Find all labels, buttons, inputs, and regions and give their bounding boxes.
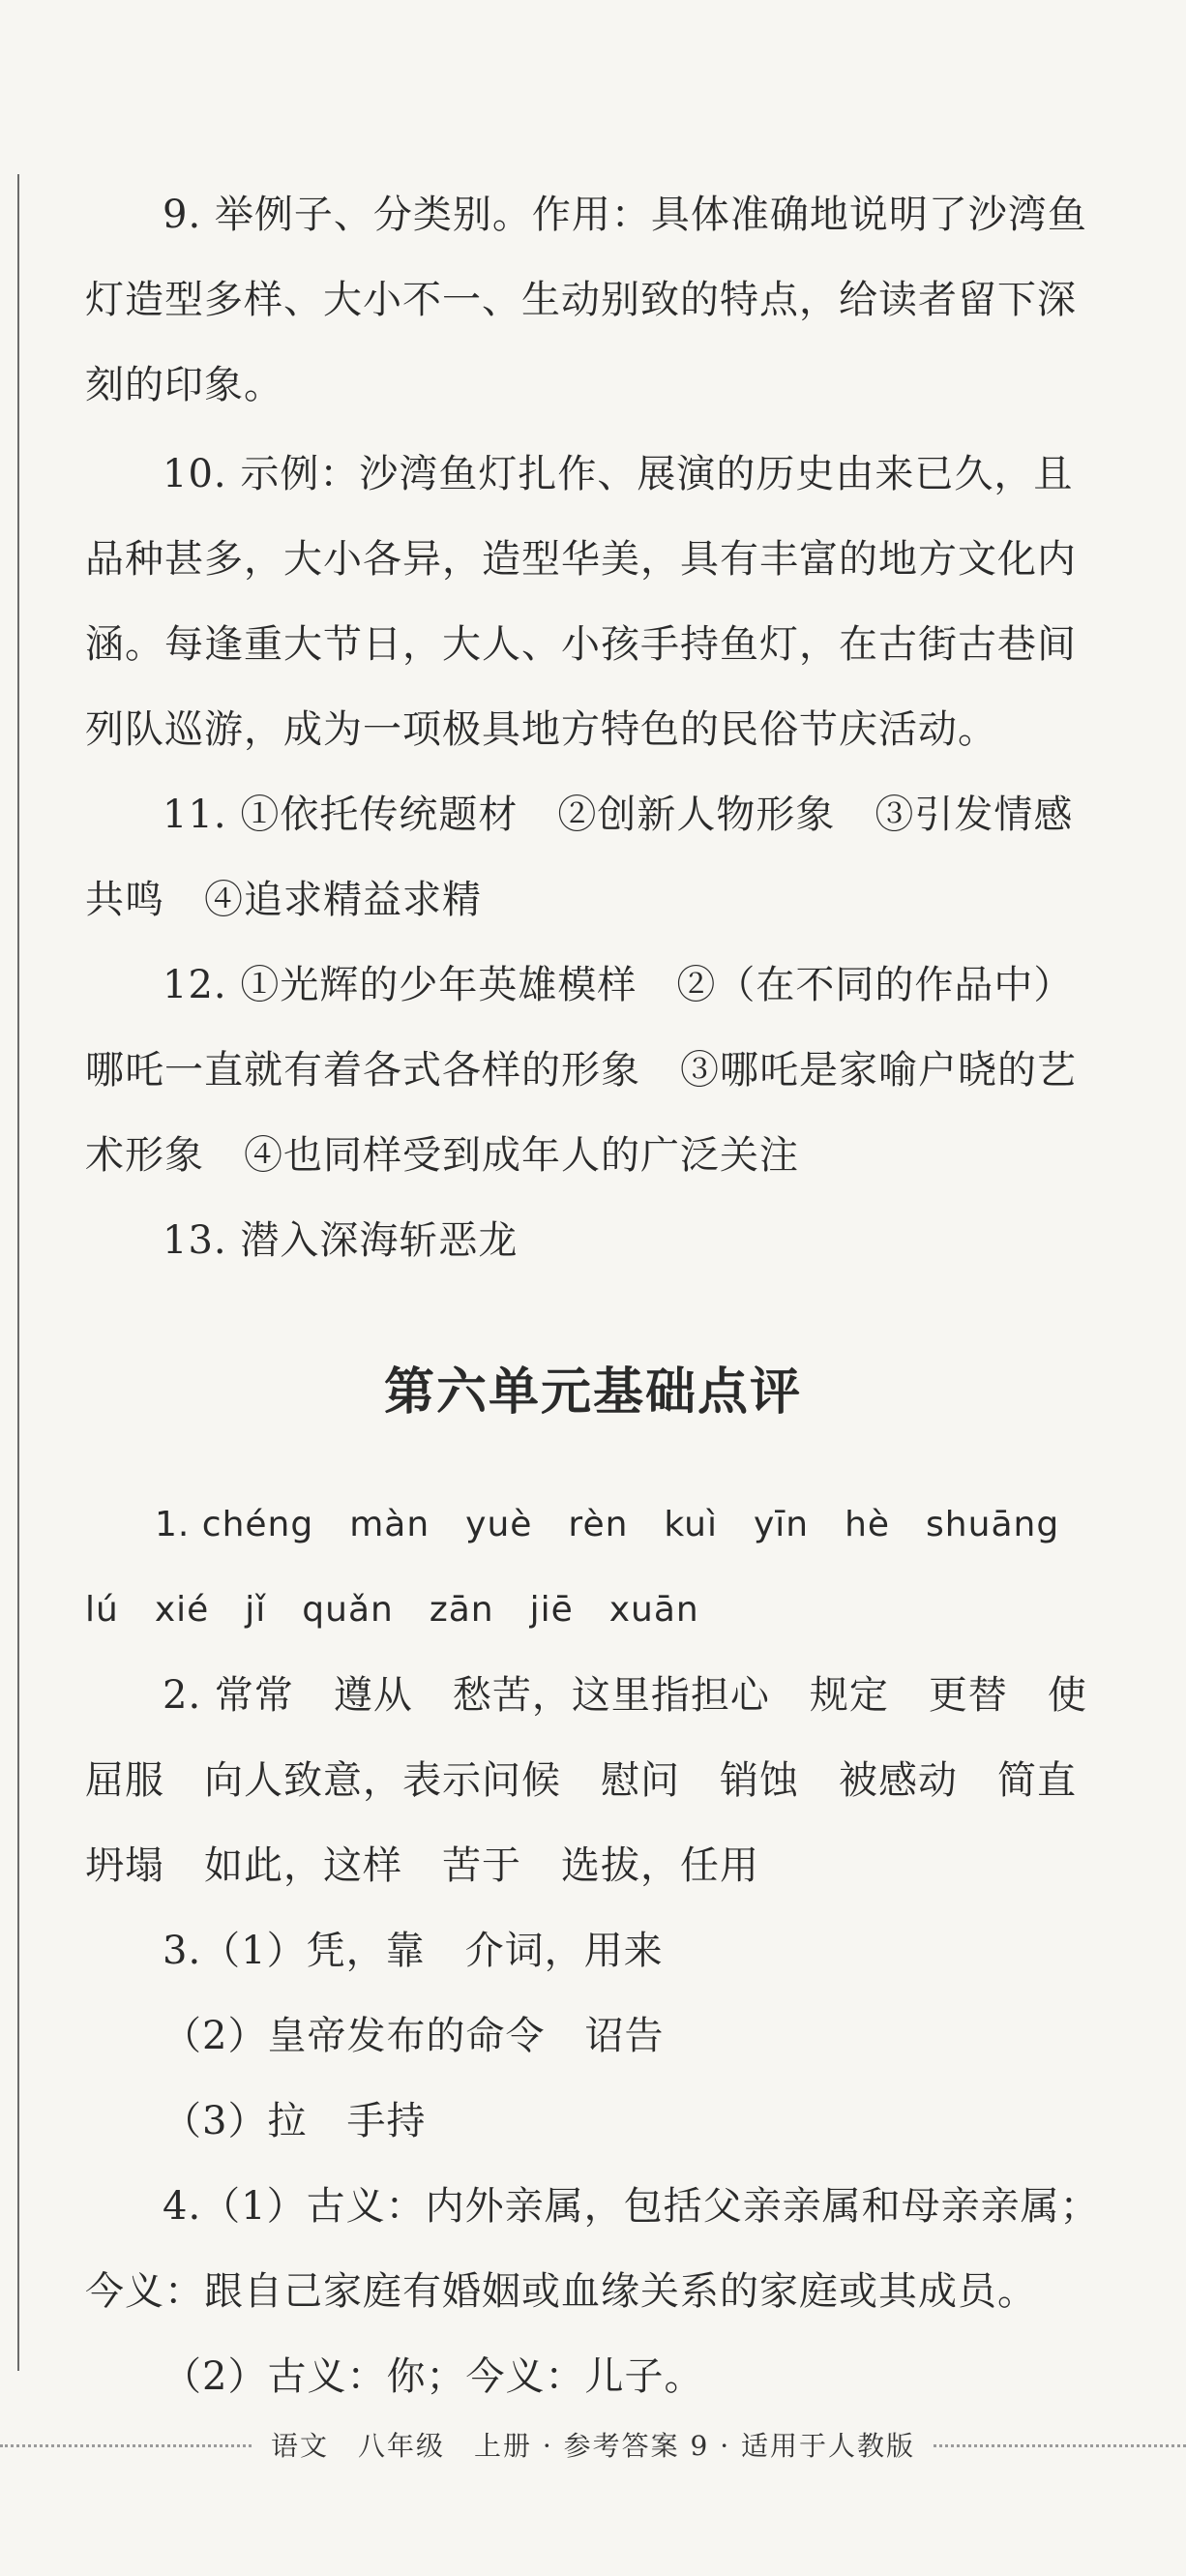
answer-9: 9. 举例子、分类别。作用：具体准确地说明了沙湾鱼灯造型多样、大小不一、生动别致的特点，给读者留下深刻的印象。 (85, 193, 1087, 407)
section-answer-1: 1. chéng màn yuè rèn kuì yīn hè shuāng lú xié jǐ quǎn zān jiē xuān (85, 1505, 1096, 1630)
answer-13: 13. 潜入深海斩恶龙 (163, 1218, 519, 1263)
section-answer-3-1: 3.（1）凭，靠 介词，用来 (163, 1929, 664, 1973)
section-title: 第六单元基础点评 (383, 1363, 802, 1422)
left-margin-rule (17, 174, 19, 2371)
section-answer-3-2: （2）皇帝发布的命令 诏告 (163, 2014, 665, 2058)
section-answer-3-3: （3）拉 手持 (163, 2099, 427, 2143)
page-footer (0, 2417, 1186, 2475)
answer-12: 12. ①光辉的少年英雄模样 ②（在不同的作品中）哪吒一直就有着各式各样的形象 ③哪吒是家喻户晓的艺术形象 ④也同样受到成年人的广泛关注 (85, 963, 1077, 1178)
answer-content (85, 172, 1116, 2419)
answer-11: 11. ①依托传统题材 ②创新人物形象 ③引发情感共鸣 ④追求精益求精 (85, 793, 1074, 922)
section-answer-2: 2. 常常 遵从 愁苦，这里指担心 规定 更替 使屈服 向人致意，表示问候 慰问 销蚀 被感动 简直 坍塌 如此，这样 苦于 选拔，任用 (85, 1673, 1116, 1888)
answer-10: 10. 示例：沙湾鱼灯扎作、展演的历史由来已久，且品种甚多，大小各异，造型华美，具有丰富的地方文化内涵。每逢重大节日，大人、小孩手持鱼灯，在古街古巷间列队巡游，成为一项极具地方特色的民俗节庆活动。 (85, 452, 1077, 752)
section-answer-4-1: 4.（1）古义：内外亲属，包括父亲亲属和母亲亲属；今义：跟自己家庭有婚姻或血缘关系的家庭或其成员。 (85, 2184, 1100, 2314)
footer-text: 语文 八年级 上册 · 参考答案 9 · 适用于人教版 (253, 2430, 933, 2462)
section-answer-4-2: （2）古义：你；今义：儿子。 (163, 2354, 704, 2399)
